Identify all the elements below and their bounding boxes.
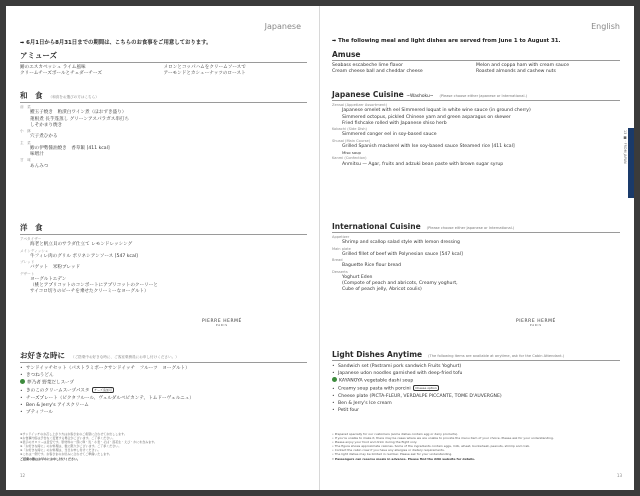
footnote: ※これは一例です。お客さまのお好みに合わせてご準備いたします。 bbox=[20, 452, 113, 457]
course-label: Main plate bbox=[332, 246, 351, 251]
section-title: 洋 食 bbox=[20, 223, 43, 232]
menu-line: Yoghurt Eden bbox=[342, 274, 373, 280]
vegetable-icon bbox=[20, 379, 25, 384]
menu-line: アーモンドとカシューナッツのロースト bbox=[163, 71, 246, 77]
pierre-herme-logo: PIERRE HERMÉ PARIS bbox=[516, 319, 556, 327]
washoku-section bbox=[20, 90, 307, 170]
list-item: • Petit four bbox=[332, 408, 359, 414]
vegetable-icon bbox=[332, 377, 337, 382]
footnote: • Contact the cabin crew if you have any allergies or dietary requirements. bbox=[332, 448, 445, 453]
menu-line: Simmered conger eel in soy-based sauce bbox=[342, 132, 437, 138]
amuse-section bbox=[20, 50, 307, 78]
course-label: Kobachi (Side Dish) bbox=[332, 127, 367, 132]
list-item: 夢乃者 野菜だしスープ bbox=[20, 379, 307, 387]
footnote: • Please enjoy your food and drink during the flight only. bbox=[332, 440, 418, 445]
menu-line: メロンとコッパハムをクリームソースで bbox=[163, 65, 246, 70]
footnote: ※お食事内容は予告なく変更する場合がございます。ご了承ください。 bbox=[20, 436, 116, 441]
footnote: • The figure shows approximate calories. Some of the ingredients contain eggs, milk, wheat, buckwheat, peanuts, shrimp and crab. bbox=[332, 444, 531, 449]
course-label: デザート bbox=[20, 271, 35, 276]
list-item: • Cheese plate (PICTA-FLEUR, VERDALPE PICCANTE, TOME D'AUVERGNE) bbox=[332, 393, 502, 399]
page-number: 12 bbox=[20, 473, 26, 478]
list-item: • Sandwich set (Pastrami pork sandwich Fruits Yoghurt) bbox=[332, 364, 462, 369]
menu-line: Grilled Spanish mackerel with Ise soy-based sauce Steamed rice [411 kcal] bbox=[342, 143, 515, 149]
footnotes bbox=[20, 432, 305, 461]
divider bbox=[332, 100, 620, 101]
course-label: アペタイザー bbox=[20, 237, 42, 241]
footnote: ※表示のカロリーは目安です。原材料の一部に卵・乳・小麦・そば・落花生・えび・かにを含みます。 bbox=[20, 440, 158, 445]
anytime-list bbox=[20, 365, 307, 416]
menu-line: (Compote of peach and abricots, Creamy yoghurt, bbox=[342, 281, 458, 286]
menu-line: 牛フィレ肉のグリル ポリネシアンソース [547 kcal] bbox=[30, 253, 138, 259]
list-item: • プティフール bbox=[20, 410, 53, 416]
menu-line: Miso soup bbox=[342, 150, 361, 156]
option-badge: Cheese option bbox=[413, 385, 440, 391]
menu-line: Simmered octopus, pickled Chinese yam and green asparagus on skewer bbox=[342, 114, 511, 120]
divider bbox=[20, 102, 307, 103]
divider bbox=[20, 362, 307, 363]
menu-line: Cube of peach jelly, Abricot coulis) bbox=[342, 287, 422, 293]
amuse-items bbox=[20, 65, 307, 78]
footnote: • The light dishes may be limited in number. Please ask for your understanding. bbox=[332, 452, 453, 457]
page-language-label: English bbox=[591, 22, 620, 31]
menu-line: Seabass escabeche lime flavor bbox=[332, 63, 404, 68]
list-item: • Creamy soup pasta with porcini Cheese option bbox=[332, 385, 620, 393]
section-tab-label: 13 ■ · FROM JAPAN bbox=[623, 130, 627, 164]
menu-line: Roasted almonds and cashew nuts bbox=[476, 69, 556, 75]
international-cuisine-section bbox=[332, 222, 620, 294]
list-item: • チーズプレート（ピクタフルール、ヴェルダルペピカンテ、トムドーヴェルニュ） bbox=[20, 395, 194, 401]
anytime-section bbox=[20, 350, 307, 416]
footnote-bold: • Passengers can reserve meals in advance. Please find the ANA website for details. bbox=[332, 456, 476, 461]
japanese-cuisine-section bbox=[332, 90, 620, 168]
menu-line: 味噌汁 bbox=[30, 152, 44, 158]
divider bbox=[20, 234, 307, 235]
menu-line: Baguette Rice flour bread bbox=[342, 263, 402, 269]
course-label: 前 菜 bbox=[20, 105, 31, 109]
menu-line: 海老と帆立貝のサラダ仕立て レモンドレッシング bbox=[30, 242, 133, 248]
menu-line: （桃とアプリコットのコンポートにアプリコットのクーリーと bbox=[30, 283, 158, 288]
list-item: • Japanese udon noodles garnished with deep-fried tofu bbox=[332, 371, 463, 377]
footnote-bold: ご搭乗の際はお早めにお申し付けください。 bbox=[20, 456, 81, 461]
course-label: ブレッド bbox=[20, 260, 35, 264]
course-label: Desserts bbox=[332, 269, 348, 274]
footnote: • Prepared specially for our customers (some dishes contain egg or dairy products). bbox=[332, 432, 459, 436]
list-item: • サンドイッチセット（パストラミポークサンドイッチ フルーツ ヨーグルト） bbox=[20, 366, 190, 371]
list-item: • きのこのクリームスープパスタ チーズ追加可 bbox=[20, 387, 307, 395]
menu-line: 鱧玉子焼き 粕漬白ワイン煮（ほおずき盛り） bbox=[30, 110, 127, 116]
menu-line: Grilled fillet of beef with Polynesian sauce [547 kcal] bbox=[342, 251, 463, 257]
section-title: お好きな時に （ご搭乗中お好きな時に、ご客室乗務員にお申し付けください。） bbox=[20, 351, 179, 360]
course-label: メインディッシュ bbox=[20, 248, 49, 253]
course-label: Bread bbox=[332, 258, 343, 262]
section-title: 和 食 （和食をお選びの方はこちら） bbox=[20, 91, 99, 100]
course-label: Zensai (Appetizer Assortment) bbox=[332, 103, 388, 107]
page-language-label: Japanese bbox=[264, 22, 301, 31]
section-title: Japanese Cuisine ~Washoku~ (Please choose either Japanese or International.) bbox=[332, 90, 528, 99]
footnote: • If you're unable to make it, there may be cases where we are unable to provide the menu item of your choice. Please ask for your understanding. bbox=[332, 436, 554, 441]
course-label: 主 菜 bbox=[20, 140, 31, 145]
english-page bbox=[320, 6, 634, 490]
course-label: Kanmi (Confection) bbox=[332, 156, 367, 161]
section-title: Amuse bbox=[332, 50, 361, 59]
menu-line: 鯵の伊勢醤油焼き 香草飯 [411 kcal] bbox=[30, 145, 110, 151]
light-dishes-list bbox=[332, 363, 620, 414]
divider bbox=[20, 62, 307, 63]
menu-line: 穴子煮ひかる bbox=[30, 134, 58, 140]
arrow-icon: ➡ bbox=[20, 40, 25, 46]
footnotes bbox=[332, 432, 620, 461]
menu-line: しそかまり焼き bbox=[30, 122, 63, 128]
pierre-herme-logo: PIERRE HERMÉ PARIS bbox=[202, 319, 242, 327]
section-title: アミューズ bbox=[20, 51, 57, 60]
intro-text: ➡ The following meal and light dishes are served from June 1 to August 31. bbox=[332, 38, 561, 44]
menu-line: クリームチーズボールとチェダーチーズ bbox=[20, 71, 102, 77]
menu-line: Melon and coppa ham with cream sauce bbox=[476, 63, 570, 68]
list-item: KAYANOYA vegetable dashi soup bbox=[332, 377, 620, 385]
course-label: Shusai (Main Course) bbox=[332, 138, 371, 143]
option-badge: チーズ追加可 bbox=[92, 387, 115, 393]
footnote: ※「お好きな時に」のお料理は、数に限りがございます。ご了承ください。 bbox=[20, 444, 122, 449]
section-title: International Cuisine (Please choose either Japanese or International.) bbox=[332, 222, 515, 231]
footnote: ※「お好きな時に」のお料理は、当日お申し付けください。 bbox=[20, 448, 101, 453]
divider bbox=[332, 232, 620, 233]
page-number: 13 bbox=[616, 473, 622, 478]
course-label: 小 鉢 bbox=[20, 129, 31, 134]
menu-line: Shrimp and scallop salad style with lemon dressing bbox=[342, 240, 460, 246]
menu-line: Fried fishcake rolled with Japanese shiso herb bbox=[342, 120, 447, 126]
footnote: ※サンドイッチのお召し上がり方はお客さまのご希望に合わせてお出しします。 bbox=[20, 432, 127, 436]
menu-line: Anmitsu — Agar, fruits and adzuki bean paste with brown sugar syrup bbox=[342, 161, 504, 167]
menu-line: 鰆のエスカベッシュ ライム風味 bbox=[20, 65, 86, 70]
light-dishes-section bbox=[332, 350, 620, 414]
list-item: • Ben & Jerry's Ice cream bbox=[332, 401, 392, 407]
arrow-icon: ➡ bbox=[332, 38, 337, 44]
yoshoku-section bbox=[20, 222, 307, 296]
section-tab bbox=[628, 128, 634, 198]
list-item: • Ben & Jerry's アイスクリーム bbox=[20, 403, 89, 409]
menu-line: Japanese omelet with eel Simmered loquat in white wine sauce (in ground cherry) bbox=[342, 108, 531, 114]
menu-line: 蓮根煮 長芋蓬蒸し グリーンアスパラガス串打ち bbox=[30, 116, 130, 122]
menu-line: サイコロ切りのピーチを乗せたクリーミーなヨーグルト） bbox=[30, 289, 149, 295]
menu-line: Cream cheese ball and cheddar cheese bbox=[332, 69, 423, 75]
divider bbox=[332, 60, 620, 61]
amuse-items bbox=[332, 63, 620, 76]
course-label: Appetizer bbox=[332, 235, 350, 239]
amuse-section bbox=[332, 50, 620, 76]
japanese-page bbox=[6, 6, 320, 490]
menu-line: ヨーグルトエデン bbox=[30, 276, 67, 282]
menu-line: あんみつ bbox=[30, 163, 49, 169]
menu-line: バゲット 米粉ブレッド bbox=[30, 265, 81, 271]
menu-spread bbox=[6, 6, 634, 490]
divider bbox=[332, 360, 620, 361]
intro-text: ➡ 6月1日から8月31日までの期間は、こちらのお食事をご用意しております。 bbox=[20, 40, 212, 46]
section-title: Light Dishes Anytime (The following items are available at anytime, ask for the Cabin Attendant.) bbox=[332, 350, 565, 359]
list-item: • きつねうどん bbox=[20, 373, 54, 379]
course-label: 甘 味 bbox=[20, 158, 31, 163]
